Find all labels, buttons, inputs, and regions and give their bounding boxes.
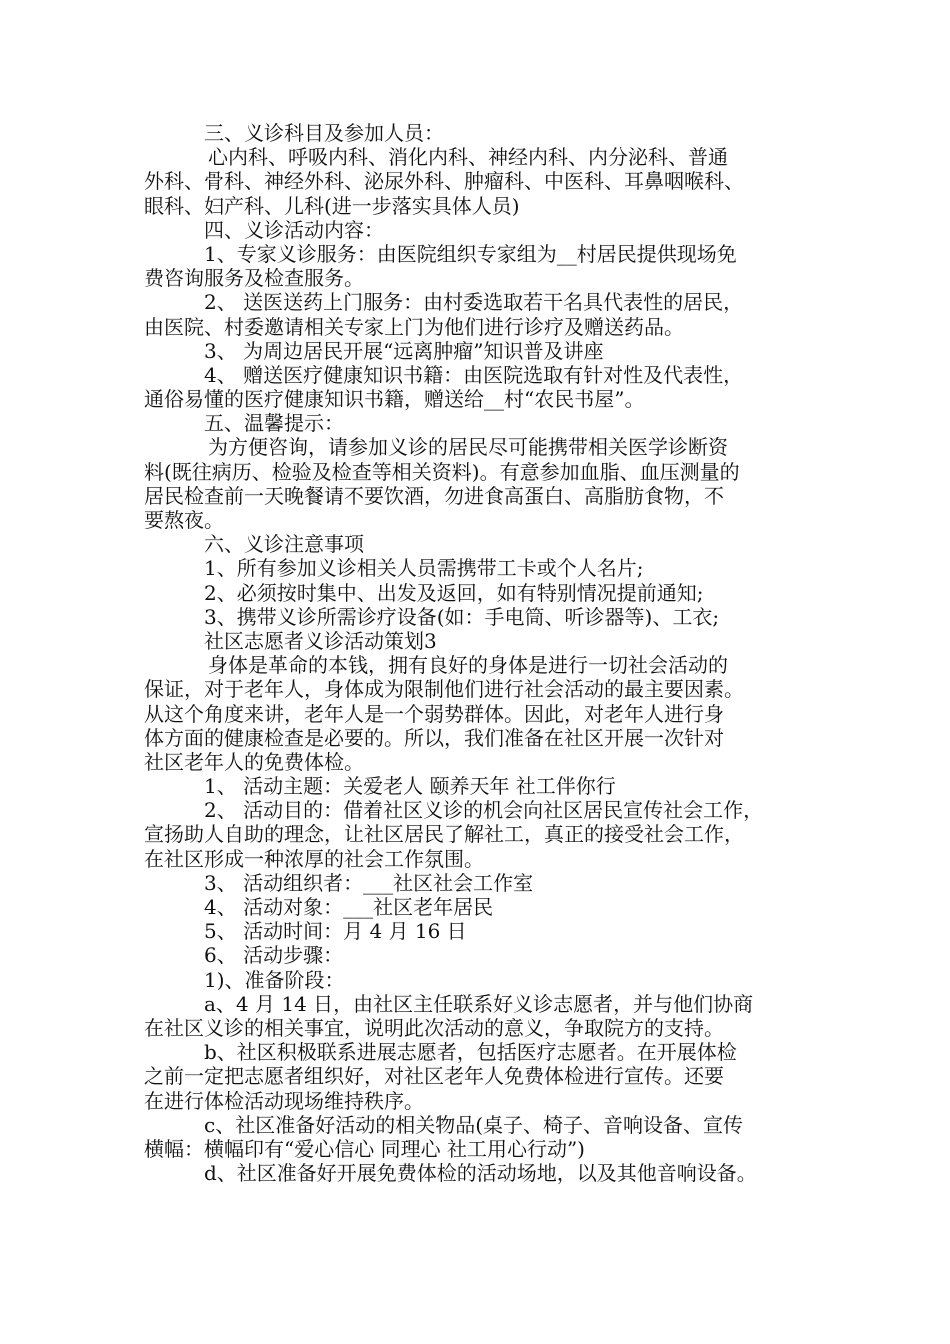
document-body bbox=[144, 121, 834, 1185]
text-line: 宣扬助人自助的理念，让社区居民了解社工，真正的接受社会工作， bbox=[144, 822, 744, 847]
text-line: 社区老年人的免费体检。 bbox=[144, 749, 364, 774]
text-line: 6、 活动步骤： bbox=[204, 943, 344, 968]
text-line: 之前一定把志愿者组织好，对社区老年人免费体检进行宣传。还要 bbox=[144, 1064, 724, 1089]
text-line: 由医院、村委邀请相关专家上门为他们进行诊疗及赠送药品。 bbox=[144, 314, 684, 339]
text-line: 3、 为周边居民开展“远离肿瘤”知识普及讲座 bbox=[204, 338, 604, 363]
text-line: 从这个角度来讲，老年人是一个弱势群体。因此，对老年人进行身 bbox=[144, 701, 724, 726]
text-line: 通俗易懂的医疗健康知识书籍，赠送给__村“农民书屋”。 bbox=[144, 387, 645, 412]
text-line: 体方面的健康检查是必要的。所以，我们准备在社区开展一次针对 bbox=[144, 725, 724, 750]
text-line: 在社区形成一种浓厚的社会工作氛围。 bbox=[144, 846, 484, 871]
text-line: 2、 送医送药上门服务：由村委选取若干名具代表性的居民， bbox=[204, 290, 744, 315]
text-line: 心内科、呼吸内科、消化内科、神经内科、内分泌科、普通 bbox=[208, 145, 728, 170]
text-line: 5、 活动时间：月 4 月 16 日 bbox=[204, 919, 467, 944]
text-line: 3、携带义诊所需诊疗设备(如：手电筒、听诊器等)、工衣; bbox=[204, 604, 720, 629]
text-line: 六、义诊注意事项 bbox=[204, 532, 364, 557]
text-line: 2、必须按时集中、出发及返回，如有特别情况提前通知; bbox=[204, 580, 704, 605]
text-line: 横幅：横幅印有“爱心信心 同理心 社工用心行动”) bbox=[144, 1136, 585, 1161]
text-line: 眼科、妇产科、儿科(进一步落实具体人员) bbox=[144, 193, 520, 218]
text-line: 3、 活动组织者：___社区社会工作室 bbox=[204, 870, 534, 895]
text-line: d、社区准备好开展免费体检的活动场地，以及其他音响设备。 bbox=[204, 1161, 757, 1186]
text-line: 4、 赠送医疗健康知识书籍：由医院选取有针对性及代表性， bbox=[204, 362, 744, 387]
text-line: b、社区积极联系进展志愿者，包括医疗志愿者。在开展体检 bbox=[204, 1040, 737, 1065]
text-line: 1、专家义诊服务：由医院组织专家组为__村居民提供现场免 bbox=[204, 241, 737, 266]
text-line: a、4 月 14 日，由社区主任联系好义诊志愿者，并与他们协商 bbox=[204, 991, 754, 1016]
text-line: 居民检查前一天晚餐请不要饮酒，勿进食高蛋白、高脂肪食物，不 bbox=[144, 483, 724, 508]
text-line: 1)、准备阶段： bbox=[204, 967, 345, 992]
text-line: 在进行体检活动现场维持秩序。 bbox=[144, 1088, 424, 1113]
text-line: 身体是革命的本钱，拥有良好的身体是进行一切社会活动的 bbox=[208, 653, 728, 678]
text-line: 外科、骨科、神经外科、泌尿外科、肿瘤科、中医科、耳鼻咽喉科、 bbox=[144, 169, 744, 194]
text-line: 五、温馨提示： bbox=[204, 411, 344, 436]
text-line: 要熬夜。 bbox=[144, 508, 224, 532]
text-line: 三、义诊科目及参加人员： bbox=[204, 121, 444, 145]
text-line: 2、 活动目的：借着社区义诊的机会向社区居民宣传社会工作， bbox=[204, 798, 764, 823]
text-line: 在社区义诊的相关事宜，说明此次活动的意义，争取院方的支持。 bbox=[144, 1015, 724, 1040]
text-line: 费咨询服务及检查服务。 bbox=[144, 266, 364, 291]
text-line: 4、 活动对象：___社区老年居民 bbox=[204, 895, 494, 919]
text-line: c、社区准备好活动的相关物品(桌子、椅子、音响设备、宣传 bbox=[204, 1112, 744, 1137]
text-line: 四、义诊活动内容： bbox=[204, 217, 384, 242]
text-line: 保证，对于老年人，身体成为限制他们进行社会活动的最主要因素。 bbox=[144, 677, 744, 702]
text-line: 为方便咨询，请参加义诊的居民尽可能携带相关医学诊断资 bbox=[208, 435, 728, 460]
text-line: 1、所有参加义诊相关人员需携带工卡或个人名片; bbox=[204, 556, 644, 581]
text-line: 1、 活动主题：关爱老人 颐养天年 社工伴你行 bbox=[204, 774, 616, 799]
text-line: 料(既往病历、检验及检查等相关资料)。有意参加血脂、血压测量的 bbox=[144, 459, 740, 484]
text-line: 社区志愿者义诊活动策划3 bbox=[204, 628, 437, 653]
